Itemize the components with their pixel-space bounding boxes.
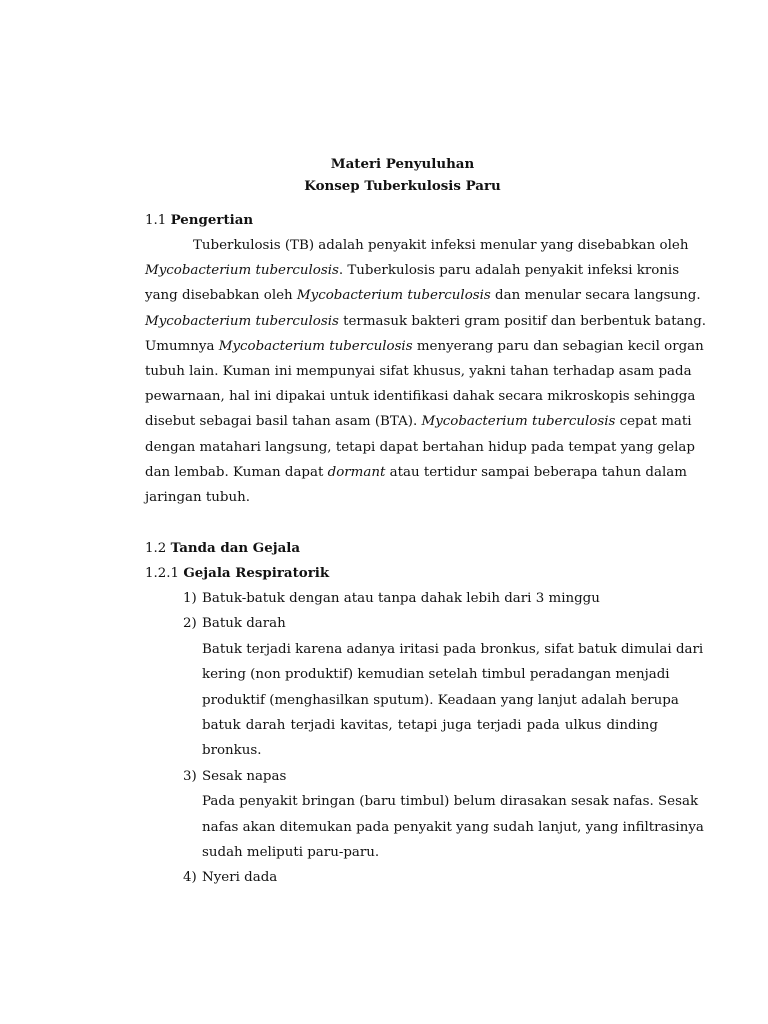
- list-item-description-line: Pada penyakit bringan (baru timbul) belum dirasakan sesak nafas. Sesak: [202, 794, 699, 810]
- list-item-number: 2): [183, 616, 197, 632]
- text-run: . Tuberkulosis paru adalah penyakit infeksi kronis: [338, 263, 680, 279]
- list-item-label: Nyeri dada: [202, 870, 278, 886]
- list-item-label: Sesak napas: [202, 768, 287, 784]
- document-title-line-1: Materi Penyuluhan: [330, 156, 475, 172]
- subsection-title: Gejala Respiratorik: [183, 565, 330, 581]
- text-run: disebut sebagai basil tahan asam (BTA).: [145, 414, 422, 430]
- paragraph-line: [145, 364, 692, 380]
- list-item-description-line: produktif (menghasilkan sputum). Keadaan yang lanjut adalah berupa: [202, 692, 679, 708]
- italic-term: Mycobacterium tuberculosis: [145, 313, 339, 329]
- section-2-number: 1.2: [145, 541, 167, 556]
- list-item-label: Batuk-batuk dengan atau tanpa dahak lebih dari 3 minggu: [202, 591, 600, 606]
- text-run: dan lembab. Kuman dapat: [145, 464, 328, 480]
- italic-term: Mycobacterium tuberculosis: [296, 288, 491, 304]
- text-run: atau tertidur sampai beberapa tahun dalam: [385, 464, 687, 480]
- paragraph-line: [145, 439, 695, 456]
- paragraph-line: [145, 288, 701, 304]
- section-1-title: Pengertian: [170, 212, 254, 228]
- list-item-description-line: nafas akan ditemukan pada penyakit yang sudah lanjut, yang infiltrasinya: [202, 819, 704, 835]
- italic-term: Mycobacterium tuberculosis: [421, 414, 616, 430]
- paragraph-line: [145, 389, 696, 405]
- list-item-number: 4): [183, 870, 197, 886]
- text-run: termasuk bakteri gram positif dan berbentuk batang.: [338, 313, 707, 329]
- section-2-heading: [145, 540, 300, 557]
- text-run: cepat mati: [615, 414, 692, 430]
- italic-term: dormant: [327, 464, 386, 480]
- section-2-title: Tanda dan Gejala: [170, 540, 301, 556]
- list-item-description-line: batuk darah terjadi kavitas, tetapi juga terjadi pada ulkus dinding: [202, 718, 658, 733]
- document-title-line-2: Konsep Tuberkulosis Paru: [304, 178, 501, 194]
- text-run: menyerang paru dan sebagian kecil organ: [412, 338, 704, 354]
- italic-term: Mycobacterium tuberculosis: [145, 263, 339, 279]
- list-item-number: 1): [183, 591, 197, 606]
- list-item-description-line: Batuk terjadi karena adanya iritasi pada bronkus, sifat batuk dimulai dari: [202, 641, 704, 657]
- list-item-number: 3): [183, 768, 197, 784]
- text-run: Tuberkulosis (TB) adalah penyakit infeksi menular yang disebabkan oleh: [193, 238, 689, 253]
- text-run: Umumnya: [145, 338, 219, 354]
- paragraph-line: [145, 263, 680, 279]
- list-item-description-line: sudah meliputi paru-paru.: [202, 845, 380, 860]
- paragraph-line: [145, 490, 250, 506]
- section-1-number: 1.1: [145, 213, 167, 228]
- subsection-heading: [145, 565, 329, 582]
- list-item-description-line: kering (non produktif) kemudian setelah timbul peradangan menjadi: [202, 667, 670, 683]
- paragraph-line: [193, 238, 689, 254]
- paragraph-line: [145, 464, 687, 481]
- section-1-heading: [145, 212, 253, 229]
- list-item-label: Batuk darah: [202, 616, 286, 632]
- text-run: dan menular secara langsung.: [490, 288, 701, 304]
- italic-term: Mycobacterium tuberculosis: [218, 338, 413, 354]
- text-run: jaringan tubuh.: [145, 490, 250, 505]
- list-item-description-line: bronkus.: [202, 743, 262, 759]
- paragraph-line: [145, 414, 692, 430]
- paragraph-line: [145, 338, 704, 355]
- text-run: tubuh lain. Kuman ini mempunyai sifat khusus, yakni tahan terhadap asam pada: [145, 364, 692, 379]
- text-run: pewarnaan, hal ini dipakai untuk identifikasi dahak secara mikroskopis sehingga: [145, 389, 696, 405]
- text-run: yang disebabkan oleh: [145, 288, 297, 304]
- subsection-number: 1.2.1: [145, 566, 180, 581]
- paragraph-line: [145, 313, 707, 330]
- text-run: dengan matahari langsung, tetapi dapat bertahan hidup pada tempat yang gelap: [145, 439, 695, 455]
